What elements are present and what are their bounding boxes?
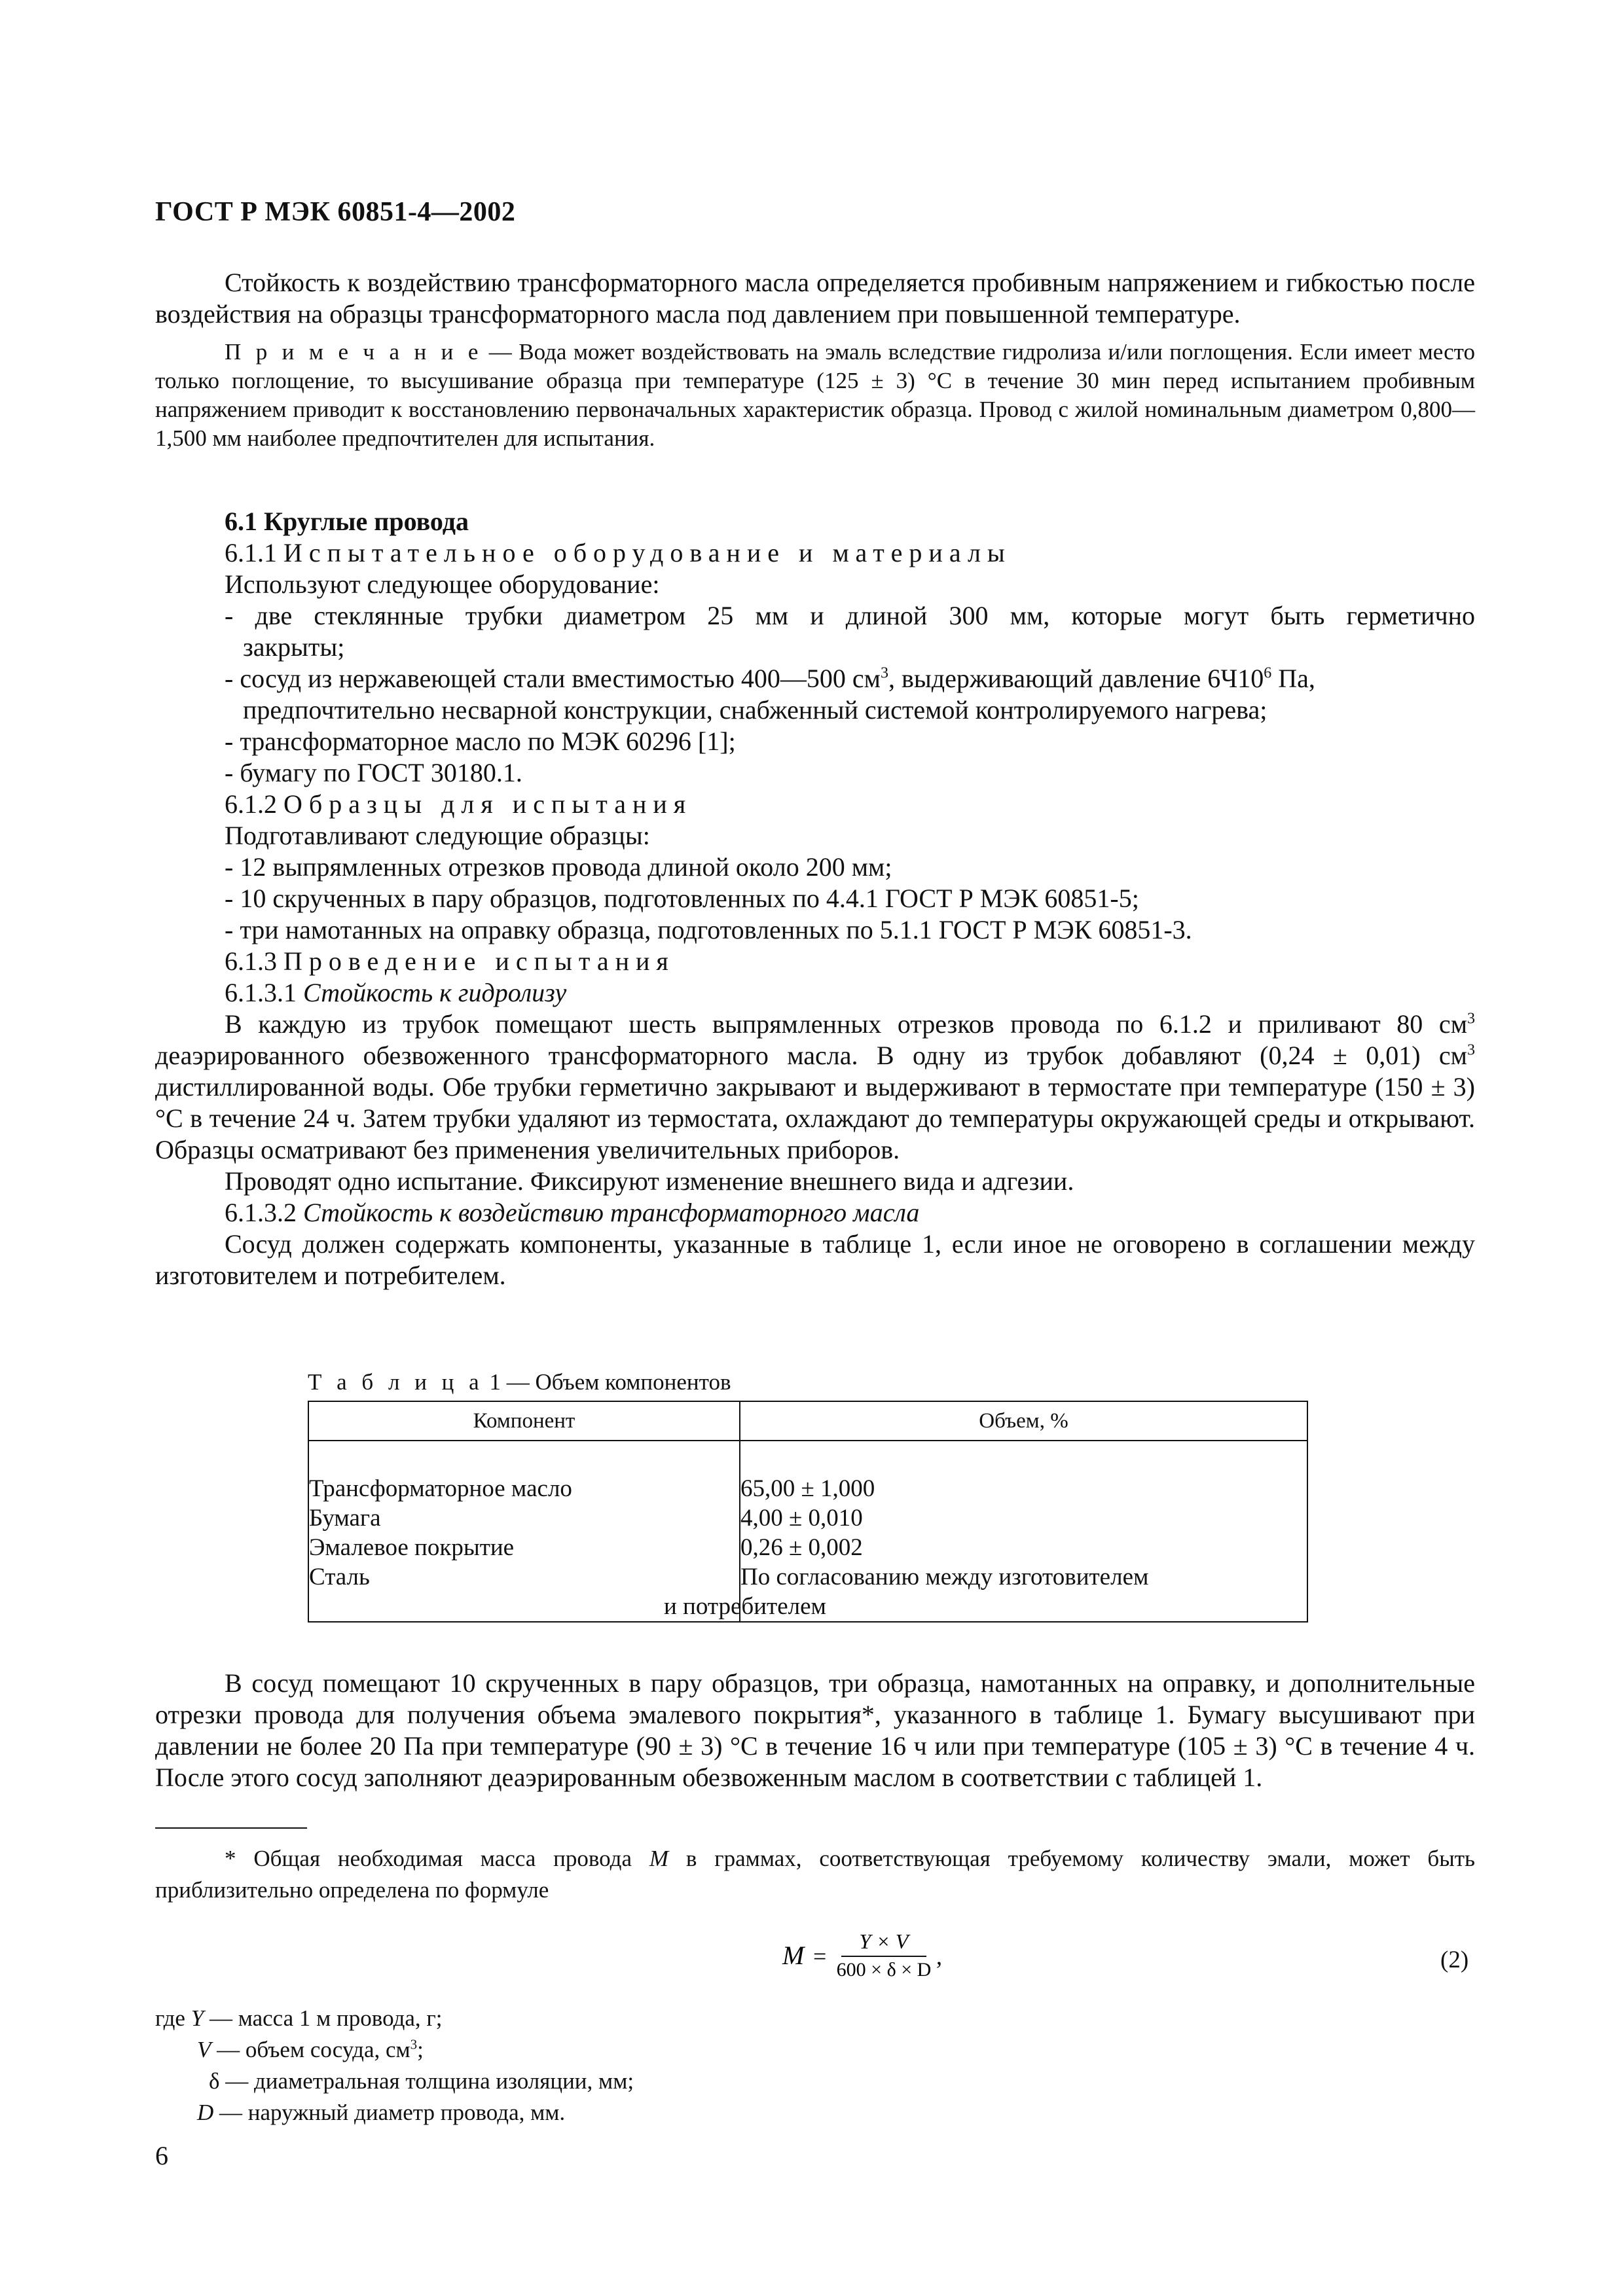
table-cell: 65,00 ± 1,000 bbox=[740, 1475, 875, 1502]
table-cell: Трансформаторное масло bbox=[309, 1475, 572, 1502]
heading-6-1-3-1: 6.1.3.1 Стойкость к гидролизу bbox=[225, 978, 567, 1007]
equipment-intro: Используют следующее оборудование: bbox=[225, 569, 660, 599]
legend-row: V — объем сосуда, $см^3$; bbox=[197, 2036, 424, 2062]
table-cell: Сталь bbox=[309, 1564, 370, 1590]
table-header-row bbox=[308, 1401, 1307, 1441]
table-cell: 0,26 ± 0,002 bbox=[740, 1534, 863, 1561]
components-table bbox=[308, 1401, 1308, 1623]
equipment-item-1: - две стеклянные трубки диаметром 25 мм и длиной 300 мм, которые могут быть герметично закрыты; bbox=[225, 601, 1475, 662]
table-caption: Т а б л и ц а 1 — Объем компонентов bbox=[308, 1369, 731, 1395]
note-text: — Вода может воздействовать на эмаль вследствие гидролиза и/или поглощения. Если имеет место только поглощение, то высушивание образца при температуре (125 ± 3) °С в течение 30 мин перед испытанием пробивным напряжением приводит к восстановлению первоначальных характеристик образца. Провод с жилой номинальным диаметром 0,800—1,500 мм наиболее предпочтителен для испытания. bbox=[155, 339, 1476, 451]
equipment-item-2: - сосуд из нержавеющей стали вместимостью 400—500 $см^3$, выдерживающий давление $6Ч10^6$ Па, предпочтительно несварной конструкции, снабженный системой контролируемого нагрева; bbox=[225, 664, 1315, 725]
column-header-volume: Объем, % bbox=[740, 1401, 1307, 1441]
equation-number: (2) bbox=[1440, 1946, 1469, 1973]
table-cell: По согласованию между изготовителем и потребителем bbox=[664, 1564, 1149, 1620]
page-number: 6 bbox=[155, 2141, 168, 2170]
after-table-paragraph: В сосуд помещают 10 скрученных в пару образцов, три образца, намотанных на оправку, и дополнительные отрезки провода для получения объема эмалевого покрытия*, указанного в таблице 1. Бумагу высушивают при давлении не более 20 Па при температуре (90 ± 3) °С в течение 16 ч или при температуре (105 ± 3) °С в течение 4 ч. После этого сосуд заполняют деаэрированным обезвоженным маслом в соответствии с таблицей 1. bbox=[155, 1668, 1475, 1792]
sample-item-2: - 10 скрученных в пару образцов, подготовленных по 4.4.1 ГОСТ Р МЭК 60851-5; bbox=[225, 884, 1139, 913]
table-cell: Эмалевое покрытие bbox=[309, 1534, 515, 1561]
section-6-1 bbox=[155, 506, 1475, 1291]
formula-numerator: Y × V bbox=[859, 1934, 909, 1953]
sample-item-1: - 12 выпрямленных отрезков провода длиной около 200 мм; bbox=[225, 852, 892, 882]
heading-6-1-3: 6.1.3 Проведение испытания bbox=[225, 946, 675, 976]
heading-6-1-3-2: 6.1.3.2 Стойкость к воздействию трансформаторного масла bbox=[225, 1198, 920, 1227]
volume-cell bbox=[664, 1474, 1307, 1622]
formula-equals: = bbox=[813, 1943, 827, 1969]
footnote: * Общая необходимая масса провода M в граммах, соответствующая требуемому количеству эмали, может быть приблизительно определена по формуле bbox=[155, 1846, 1475, 1903]
legend-row: D — наружный диаметр провода, мм. bbox=[197, 2100, 566, 2125]
heading-6-1-2: 6.1.2 Образцы для испытания bbox=[225, 789, 693, 819]
samples-intro: Подготавливают следующие образцы: bbox=[225, 821, 650, 850]
heading-6-1-1: 6.1.1 Испытательное оборудование и материалы bbox=[225, 538, 1012, 567]
table-cell: 4,00 ± 0,010 bbox=[740, 1505, 863, 1532]
formula-legend bbox=[155, 2003, 634, 2128]
formula-comma: , bbox=[936, 1943, 942, 1969]
legend-row: δ — диаметральная толщина изоляции, мм; bbox=[209, 2068, 634, 2094]
hydrolysis-result: Проводят одно испытание. Фиксируют изменение внешнего вида и адгезии. bbox=[225, 1166, 1074, 1196]
table-body-row bbox=[308, 1474, 1307, 1622]
table-cell: Бумага bbox=[309, 1505, 381, 1532]
intro-paragraph: Стойкость к воздействию трансформаторного масла определяется пробивным напряжением и гибкостью после воздействия на образцы трансформаторного масла под давлением при повышенной температуре. bbox=[155, 268, 1475, 329]
hydrolysis-paragraph: В каждую из трубок помещают шесть выпрямленных отрезков провода по 6.1.2 и приливают 80 $см^3$ деаэрированного обезвоженного трансформаторного масла. В одну из трубок добавляют (0,24 ± 0,01) $см^3$ дистиллированной воды. Обе трубки герметично закрывают и выдерживают в термостате при температуре (150 ± 3) °С в течение 24 ч. Затем трубки удаляют из термостата, охлаждают до температуры окружающей среды и открывают. Образцы осматривают без применения увеличительных приборов. bbox=[155, 1009, 1475, 1164]
sample-item-3: - три намотанных на оправку образца, подготовленных по 5.1.1 ГОСТ Р МЭК 60851-3. bbox=[225, 915, 1192, 944]
footnote-divider bbox=[155, 1827, 307, 1829]
equipment-item-4: - бумагу по ГОСТ 30180.1. bbox=[225, 758, 522, 787]
standard-id: ГОСТ Р МЭК 60851-4—2002 bbox=[155, 197, 516, 227]
equipment-item-3: - трансформаторное масло по МЭК 60296 [1]; bbox=[225, 726, 736, 756]
formula-lhs: M bbox=[782, 1941, 805, 1970]
vessel-paragraph: Сосуд должен содержать компоненты, указанные в таблице 1, если иное не оговорено в соглашении между изготовителем и потребителем. bbox=[155, 1229, 1475, 1290]
note bbox=[155, 338, 1475, 453]
intro-block bbox=[155, 267, 1475, 453]
mass-formula bbox=[779, 1934, 1041, 1980]
column-header-component: Компонент bbox=[308, 1401, 740, 1441]
note-label: П р и м е ч а н и е bbox=[225, 339, 483, 365]
after-table-block bbox=[155, 1668, 1475, 1793]
heading-6-1: 6.1 Круглые провода bbox=[225, 507, 469, 536]
legend-row: где Y — масса 1 м провода, г; bbox=[155, 2005, 443, 2031]
formula-denominator: 600 × δ × D bbox=[836, 1959, 932, 1980]
